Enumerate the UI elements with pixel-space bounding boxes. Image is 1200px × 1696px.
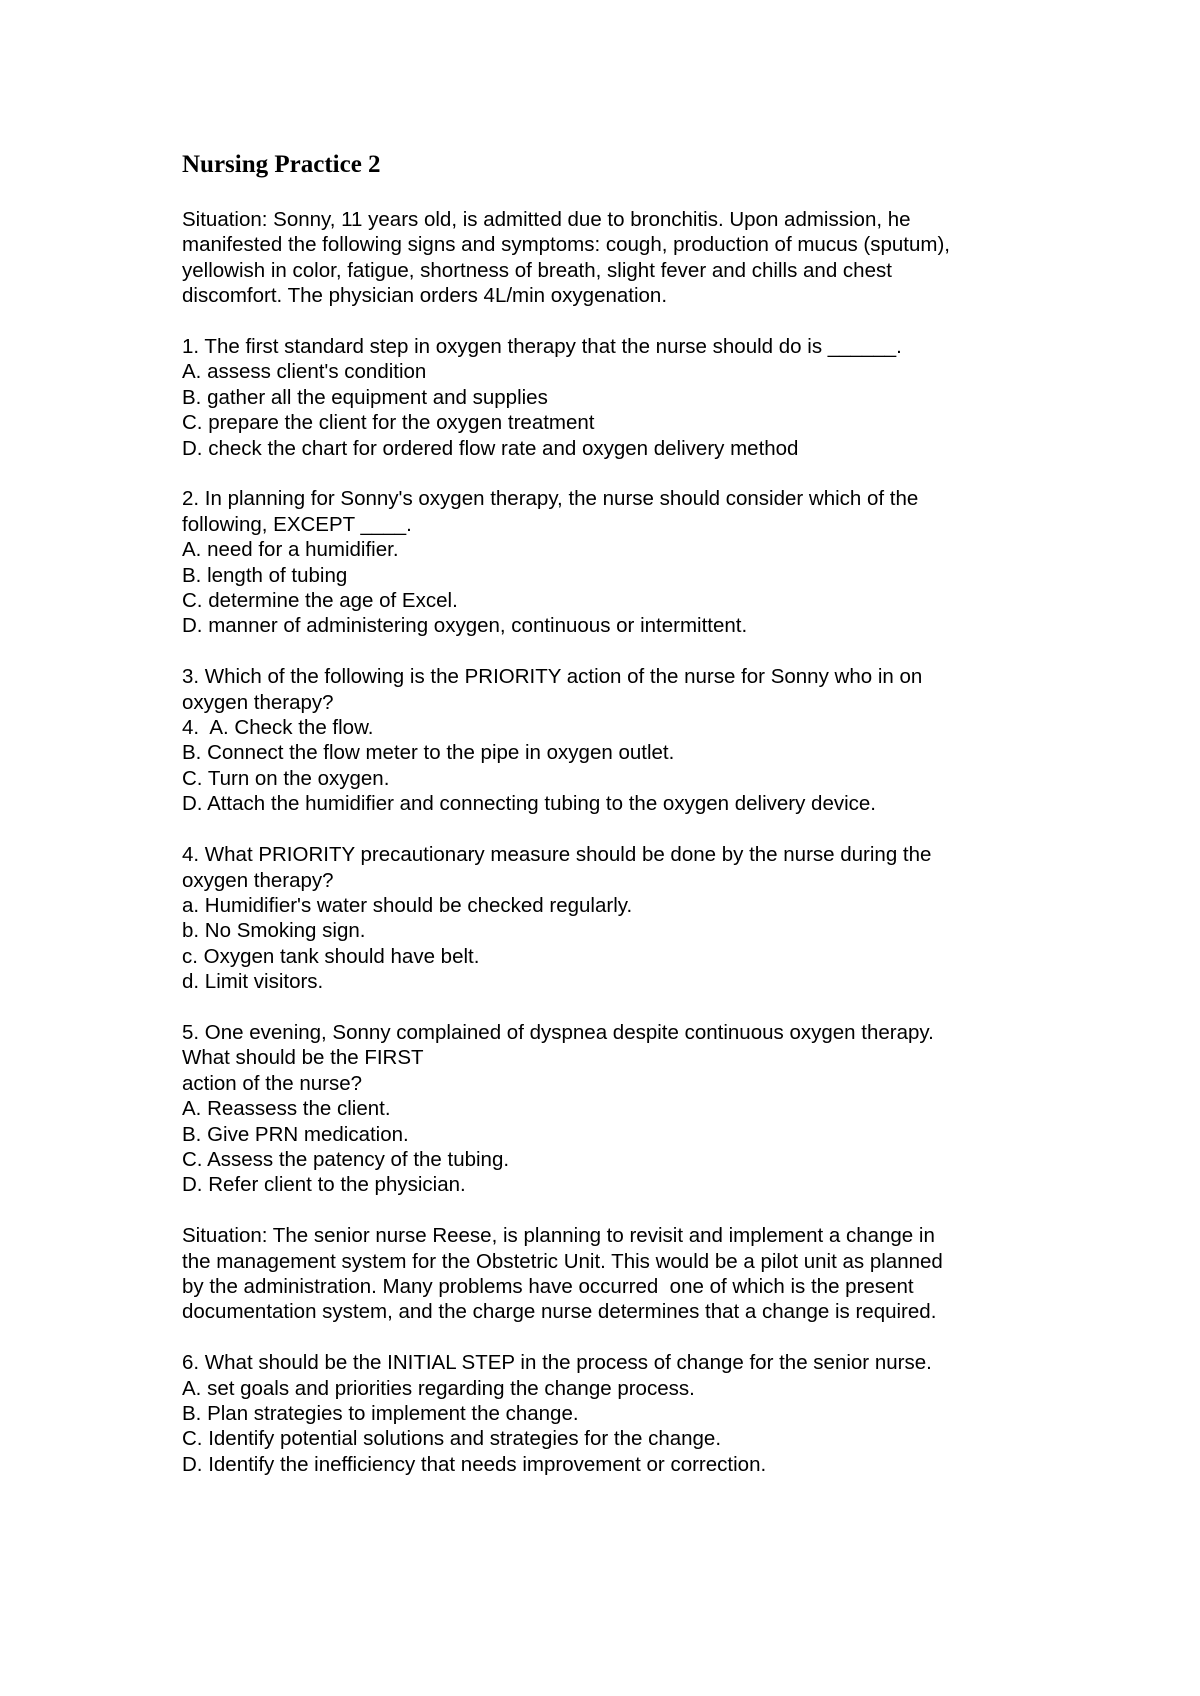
situation-1-line: manifested the following signs and symptoms: cough, production of mucus (sputum), (182, 233, 950, 257)
question-stem: 3. Which of the following is the PRIORITY action of the nurse for Sonny who in on (182, 665, 923, 689)
question-stem: 6. What should be the INITIAL STEP in the process of change for the senior nurse. (182, 1351, 932, 1375)
situation-1-line: yellowish in color, fatigue, shortness of breath, slight fever and chills and chest (182, 258, 892, 282)
answer-option-a: A. set goals and priorities regarding the change process. (182, 1376, 695, 1400)
answer-option-d: d. Limit visitors. (182, 970, 324, 994)
answer-option-d: D. Attach the humidifier and connecting tubing to the oxygen delivery device. (182, 792, 877, 816)
answer-option-b: B. length of tubing (182, 563, 348, 587)
answer-option-a: A. need for a humidifier. (182, 538, 399, 562)
situation-2-line: by the administration. Many problems have occurred one of which is the present (182, 1274, 914, 1298)
answer-option-d: D. manner of administering oxygen, continuous or intermittent. (182, 614, 748, 638)
question-3 (182, 664, 1062, 816)
situation-2-line: the management system for the Obstetric Unit. This would be a pilot unit as planned (182, 1249, 943, 1273)
question-stem: 1. The first standard step in oxygen therapy that the nurse should do is ______. (182, 335, 902, 359)
question-4 (182, 842, 1062, 994)
answer-option-d: D. Identify the inefficiency that needs improvement or correction. (182, 1452, 767, 1476)
document-title: Nursing Practice 2 (182, 151, 381, 178)
answer-option-c: c. Oxygen tank should have belt. (182, 944, 480, 968)
situation-1 (182, 207, 1062, 309)
answer-option-a: A. Reassess the client. (182, 1097, 391, 1121)
situation-2 (182, 1223, 1062, 1325)
question-stem: oxygen therapy? (182, 690, 334, 714)
answer-option-b: B. Plan strategies to implement the change. (182, 1401, 579, 1425)
answer-option-c: C. prepare the client for the oxygen treatment (182, 411, 595, 435)
answer-option-d: D. Refer client to the physician. (182, 1173, 466, 1197)
question-2 (182, 486, 1062, 638)
situation-2-line: Situation: The senior nurse Reese, is planning to revisit and implement a change in (182, 1224, 935, 1248)
answer-option-c: C. determine the age of Excel. (182, 589, 458, 613)
answer-option-b: B. gather all the equipment and supplies (182, 385, 548, 409)
question-stem: 4. What PRIORITY precautionary measure should be done by the nurse during the (182, 843, 932, 867)
answer-option-c: C. Identify potential solutions and strategies for the change. (182, 1427, 722, 1451)
situation-1-line: discomfort. The physician orders 4L/min oxygenation. (182, 284, 668, 308)
answer-option-a: A. assess client's condition (182, 360, 427, 384)
answer-option-c: C. Assess the patency of the tubing. (182, 1147, 510, 1171)
question-stem: 5. One evening, Sonny complained of dyspnea despite continuous oxygen therapy. (182, 1020, 934, 1044)
question-stem: 2. In planning for Sonny's oxygen therapy, the nurse should consider which of the (182, 487, 919, 511)
situation-1-line: Situation: Sonny, 11 years old, is admitted due to bronchitis. Upon admission, he (182, 208, 911, 231)
document-page (182, 150, 1062, 1503)
answer-option-a: a. Humidifier's water should be checked regularly. (182, 893, 633, 917)
answer-option-d: D. check the chart for ordered flow rate and oxygen delivery method (182, 436, 799, 460)
question-6 (182, 1350, 1062, 1477)
question-stem: What should be the FIRST (182, 1046, 424, 1070)
answer-option-b: B. Give PRN medication. (182, 1122, 409, 1146)
answer-option-c: C. Turn on the oxygen. (182, 766, 390, 790)
answer-option-b: b. No Smoking sign. (182, 919, 366, 943)
situation-2-line: documentation system, and the charge nurse determines that a change is required. (182, 1300, 937, 1324)
question-5 (182, 1020, 1062, 1198)
question-1 (182, 334, 1062, 461)
question-stem: following, EXCEPT ____. (182, 512, 412, 536)
answer-option-b: B. Connect the flow meter to the pipe in oxygen outlet. (182, 741, 675, 765)
question-stem: action of the nurse? (182, 1071, 363, 1095)
answer-option-a: 4. A. Check the flow. (182, 716, 374, 740)
question-stem: oxygen therapy? (182, 868, 334, 892)
